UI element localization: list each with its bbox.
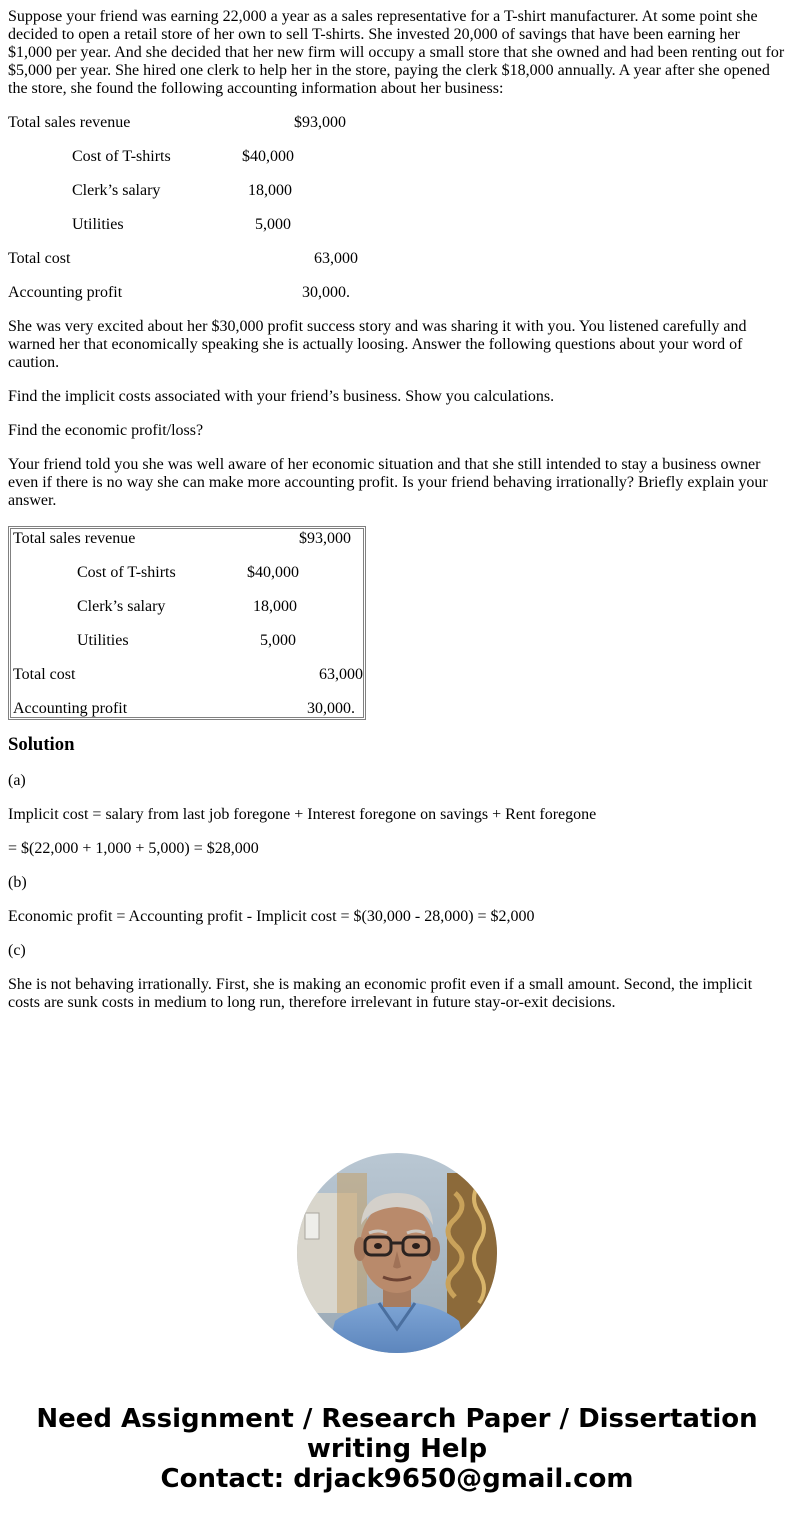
footer-contact-line: Contact: drjack9650@gmail.com <box>160 1464 634 1494</box>
table-cost-tshirts-value: $40,000 <box>247 564 299 581</box>
utilities-row <box>8 216 786 234</box>
author-avatar <box>297 1153 497 1353</box>
table-row <box>13 598 365 616</box>
table-total-cost-label: Total cost <box>13 666 76 683</box>
table-utilities-label: Utilities <box>77 632 129 649</box>
clerk-salary-row <box>8 182 786 200</box>
footer-line-1: Need Assignment / Research Paper / Dissertation <box>36 1404 758 1434</box>
contact-footer <box>0 1404 794 1494</box>
table-total-cost-value: 63,000 <box>319 666 363 683</box>
cost-tshirts-label: Cost of T-shirts <box>72 148 171 165</box>
table-accounting-profit-label: Accounting profit <box>13 700 128 717</box>
accounting-table-inner <box>10 528 364 718</box>
total-sales-revenue-label: Total sales revenue <box>8 114 131 131</box>
solution-part-a-label: (a) <box>8 772 26 789</box>
solution-part-b-label: (b) <box>8 874 27 891</box>
table-total-sales-revenue-label: Total sales revenue <box>13 530 136 547</box>
cost-tshirts-value: $40,000 <box>242 148 294 165</box>
accounting-table <box>8 526 366 720</box>
table-row <box>13 564 365 582</box>
question-a: Find the implicit costs associated with your friend’s business. Show you calculations. <box>8 388 555 405</box>
table-clerk-salary-value: 18,000 <box>253 598 297 615</box>
table-row <box>13 632 365 650</box>
accounting-profit-label: Accounting profit <box>8 284 123 301</box>
total-cost-value: 63,000 <box>314 250 358 267</box>
solution-part-a-line1: Implicit cost = salary from last job foregone + Interest foregone on savings + Rent foregone <box>8 806 597 823</box>
document-body <box>8 8 786 1028</box>
solution-part-a-line2: = $(22,000 + 1,000 + 5,000) = $28,000 <box>8 840 259 857</box>
accounting-profit-row <box>8 284 786 302</box>
cost-tshirts-row <box>8 148 786 166</box>
table-accounting-profit-value: 30,000. <box>307 700 355 717</box>
utilities-label: Utilities <box>72 216 124 233</box>
utilities-value: 5,000 <box>255 216 291 233</box>
solution-part-c-label: (c) <box>8 942 26 959</box>
table-total-sales-revenue-value: $93,000 <box>299 530 351 547</box>
clerk-salary-value: 18,000 <box>248 182 292 199</box>
avatar-portrait <box>297 1153 497 1353</box>
total-sales-revenue-row <box>8 114 786 132</box>
table-row <box>13 700 365 718</box>
table-row <box>13 530 365 548</box>
clerk-salary-label: Clerk’s salary <box>72 182 161 199</box>
accounting-profit-value: 30,000. <box>302 284 350 301</box>
question-b: Find the economic profit/loss? <box>8 422 204 439</box>
total-sales-revenue-value: $93,000 <box>294 114 346 131</box>
solution-heading: Solution <box>8 734 75 755</box>
intro-paragraph: Suppose your friend was earning 22,000 a year as a sales representative for a T-shirt manufacturer. At some point she decided to open a retail store of her own to sell T-shirts. She invested 20,000 of savings that have been earning her $1,000 per year. And she decided that her new firm will occupy a small store that she owned and had been renting out for $5,000 per year. She hired one clerk to help her in the store, paying the clerk $18,000 annually. A year after she opened the store, she found the following accounting information about her business: <box>8 8 785 97</box>
excited-paragraph: She was very excited about her $30,000 profit success story and was sharing it with you. You listened carefully and warned her that economically speaking she is actually loosing. Answer the following questions about your word of caution. <box>8 318 747 371</box>
table-utilities-value: 5,000 <box>260 632 296 649</box>
total-cost-label: Total cost <box>8 250 71 267</box>
solution-part-c-line1: She is not behaving irrationally. First, she is making an economic profit even if a small amount. Second, the implicit costs are sunk costs in medium to long run, therefore irrelevant in future stay-or-exit decisions. <box>8 976 753 1011</box>
table-row <box>13 666 365 684</box>
solution-part-b-line1: Economic profit = Accounting profit - Implicit cost = $(30,000 - 28,000) = $2,000 <box>8 908 535 925</box>
table-clerk-salary-label: Clerk’s salary <box>77 598 166 615</box>
footer-line-2: writing Help <box>306 1434 488 1464</box>
question-c: Your friend told you she was well aware of her economic situation and that she still intended to stay a business owner even if there is no way she can make more accounting profit. Is your friend behaving irrationally? Briefly explain your answer. <box>8 456 768 509</box>
total-cost-row <box>8 250 786 268</box>
table-cost-tshirts-label: Cost of T-shirts <box>77 564 176 581</box>
accounting-list <box>8 114 786 302</box>
